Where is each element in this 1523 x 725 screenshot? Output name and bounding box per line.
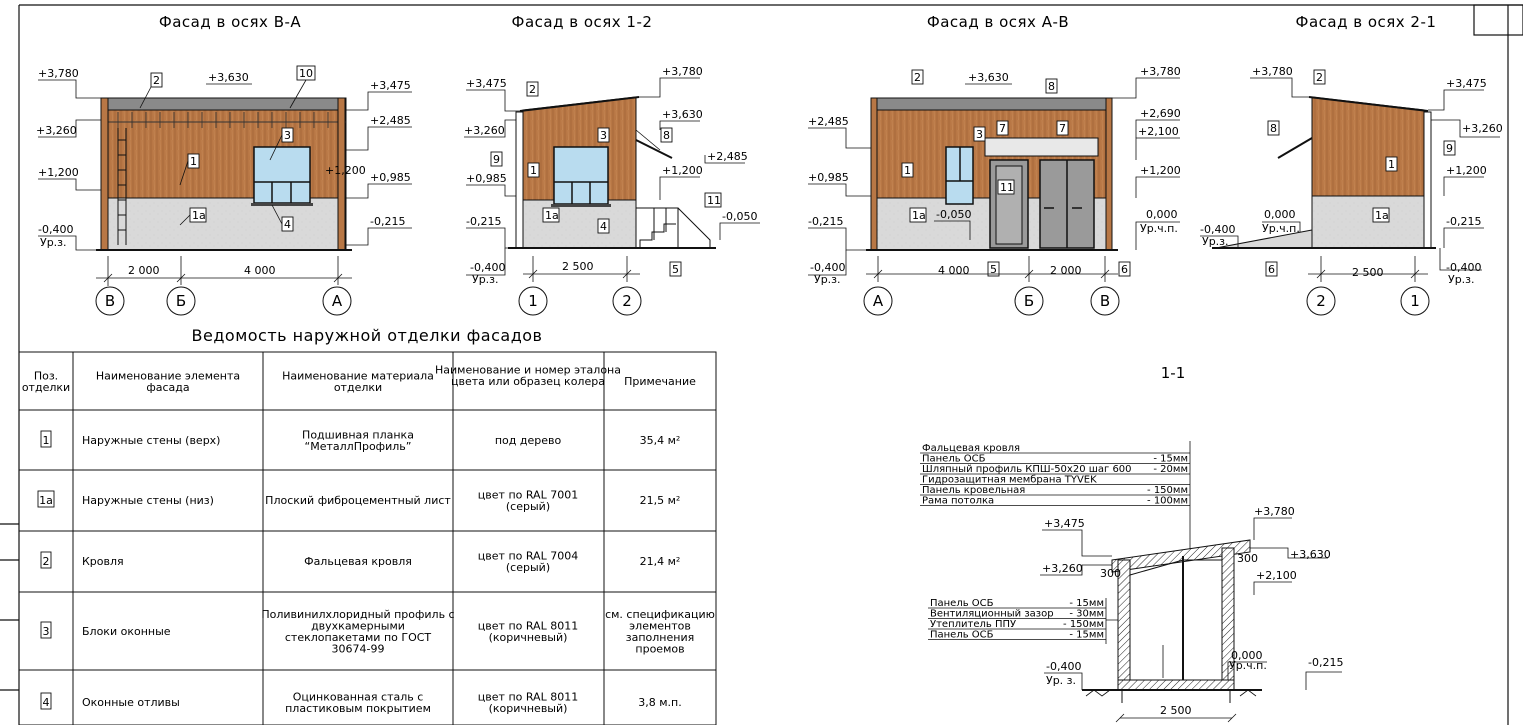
- svg-text:1: 1: [904, 164, 911, 177]
- section-1-1: [920, 364, 1343, 722]
- svg-text:1: 1: [190, 155, 197, 168]
- svg-text:3: 3: [600, 129, 607, 142]
- svg-text:11: 11: [707, 194, 721, 207]
- facade-v-a: [36, 13, 412, 315]
- svg-text:1а: 1а: [912, 209, 926, 222]
- svg-text:9: 9: [493, 153, 500, 166]
- svg-text:Ур. з.: Ур. з.: [1046, 674, 1077, 687]
- svg-text:8: 8: [1270, 122, 1277, 135]
- svg-text:-0,215: -0,215: [1446, 215, 1482, 228]
- svg-text:1: 1: [528, 292, 538, 310]
- svg-text:4 000: 4 000: [938, 264, 970, 277]
- svg-text:Б: Б: [1023, 292, 1035, 310]
- svg-text:-0,215: -0,215: [370, 215, 406, 228]
- table-cell-material: стеклопакетами по ГОСТ: [284, 630, 432, 644]
- svg-text:+3,780: +3,780: [1140, 65, 1181, 78]
- svg-text:Ур.ч.п.: Ур.ч.п.: [1262, 222, 1300, 235]
- facade-title: Фасад в осях 2-1: [1295, 13, 1437, 31]
- svg-text:В: В: [104, 292, 116, 310]
- svg-text:1: 1: [1410, 292, 1420, 310]
- svg-text:+3,780: +3,780: [662, 65, 703, 78]
- svg-text:+0,985: +0,985: [370, 171, 411, 184]
- svg-text:-0,215: -0,215: [1308, 656, 1344, 669]
- svg-text:+0,985: +0,985: [466, 172, 507, 185]
- svg-text:7: 7: [1059, 122, 1066, 135]
- svg-text:Ур.ч.п.: Ур.ч.п.: [1140, 222, 1178, 235]
- svg-text:-0,050: -0,050: [936, 208, 972, 221]
- svg-text:2 000: 2 000: [1050, 264, 1082, 277]
- svg-text:0,000: 0,000: [1264, 208, 1296, 221]
- layer-name: Шляпный профиль КПШ-50х20 шаг 600: [922, 464, 1132, 475]
- svg-text:1: 1: [530, 164, 537, 177]
- table-cell-material: 30674-99: [331, 642, 385, 656]
- svg-text:Ур.з.: Ур.з.: [814, 273, 841, 286]
- svg-text:2 500: 2 500: [1160, 704, 1192, 717]
- svg-text:2: 2: [622, 292, 632, 310]
- table-cell-material: Оцинкованная сталь с: [292, 690, 424, 704]
- svg-text:1а: 1а: [192, 209, 206, 222]
- table-cell-color: (серый): [505, 499, 551, 513]
- table-cell-material: Плоский фиброцементный лист: [265, 494, 451, 507]
- table-cell-color: цвет по RAL 8011: [477, 690, 579, 704]
- svg-text:1а: 1а: [1375, 209, 1389, 222]
- svg-text:-0,400: -0,400: [470, 261, 506, 274]
- svg-text:2: 2: [1316, 292, 1326, 310]
- facade-title: Фасад в осях А-В: [926, 13, 1070, 31]
- table-cell-note: элементов: [629, 619, 691, 633]
- layer-size: - 15мм: [1153, 453, 1188, 465]
- svg-text:Ур.з.: Ур.з.: [40, 236, 67, 249]
- table-cell-note: 21,4 м²: [639, 555, 681, 568]
- svg-text:300: 300: [1100, 567, 1121, 580]
- svg-text:Ур.ч.п.: Ур.ч.п.: [1229, 659, 1267, 672]
- svg-text:9: 9: [1446, 142, 1453, 155]
- table-cell-pos: 1а: [39, 494, 53, 507]
- table-cell-element: Оконные отливы: [82, 696, 180, 709]
- table-cell-note: 21,5 м²: [639, 494, 681, 507]
- layer-name: Фальцевая кровля: [922, 443, 1021, 454]
- table-cell-material: Поливинилхлоридный профиль с: [261, 607, 455, 621]
- svg-text:+1,200: +1,200: [1140, 164, 1181, 177]
- layer-name: Панель ОСБ: [930, 598, 994, 609]
- svg-text:+2,100: +2,100: [1138, 125, 1179, 138]
- layer-name: Вентиляционный зазор: [930, 608, 1054, 620]
- table-cell-element: Кровля: [82, 555, 124, 568]
- svg-text:1а: 1а: [545, 209, 559, 222]
- layer-size: - 150мм: [1063, 619, 1104, 630]
- layer-name: Панель кровельная: [922, 485, 1026, 496]
- table-cell-color: (коричневый): [488, 630, 568, 644]
- svg-text:4: 4: [600, 220, 607, 233]
- svg-text:+3,475: +3,475: [370, 79, 411, 92]
- table-header-5: Примечание: [624, 375, 696, 388]
- layer-size: - 150мм: [1147, 485, 1188, 496]
- table-cell-material: Фальцевая кровля: [304, 555, 412, 568]
- svg-text:-0,400: -0,400: [1446, 261, 1482, 274]
- table-cell-material: пластиковым покрытием: [285, 701, 431, 715]
- svg-text:+3,260: +3,260: [464, 124, 505, 137]
- layer-size: - 15мм: [1069, 629, 1104, 641]
- svg-text:2 500: 2 500: [562, 260, 594, 273]
- section-title: 1-1: [1160, 364, 1186, 382]
- table-header-2: Наименование элемента: [95, 369, 241, 383]
- table-header-3: Наименование материала: [282, 369, 434, 383]
- layer-name: Панель ОСБ: [930, 629, 994, 641]
- svg-text:300: 300: [1237, 552, 1258, 565]
- table-cell-color: (серый): [505, 560, 551, 574]
- svg-text:2: 2: [153, 74, 160, 87]
- svg-text:-0,400: -0,400: [1046, 660, 1082, 673]
- svg-text:8: 8: [663, 129, 670, 142]
- layer-size: - 30мм: [1069, 608, 1104, 620]
- svg-text:+1,200: +1,200: [325, 164, 366, 177]
- table-cell-material: “МеталлПрофиль”: [304, 439, 412, 453]
- table-cell-color: цвет по RAL 7004: [477, 549, 579, 563]
- facade-2-1: [1200, 13, 1503, 315]
- facade-1-2: [464, 13, 760, 315]
- svg-text:-0,050: -0,050: [722, 210, 758, 223]
- svg-text:-0,400: -0,400: [38, 223, 74, 236]
- svg-text:-0,215: -0,215: [466, 215, 502, 228]
- table-cell-color: цвет по RAL 8011: [477, 619, 579, 633]
- table-header-1: отделки: [21, 380, 71, 394]
- svg-text:+3,630: +3,630: [1290, 548, 1331, 561]
- svg-text:10: 10: [299, 67, 313, 80]
- svg-text:1: 1: [1388, 158, 1395, 171]
- layer-name: Рама потолка: [922, 495, 995, 507]
- svg-text:+1,200: +1,200: [1446, 164, 1487, 177]
- finish-schedule-table: [19, 326, 716, 725]
- layer-size: - 100мм: [1147, 495, 1188, 507]
- table-cell-pos: 2: [42, 555, 50, 568]
- svg-text:8: 8: [1048, 80, 1055, 93]
- svg-text:3: 3: [284, 129, 291, 142]
- svg-text:6: 6: [1121, 263, 1128, 276]
- svg-text:В: В: [1099, 292, 1111, 310]
- table-header-3: отделки: [333, 380, 383, 394]
- table-header-4: цвета или образец колера: [451, 375, 605, 388]
- svg-text:+3,630: +3,630: [968, 71, 1009, 84]
- svg-text:Ур.з.: Ур.з.: [1202, 235, 1229, 248]
- svg-text:+2,690: +2,690: [1140, 107, 1181, 120]
- table-cell-element: Наружные стены (низ): [82, 494, 214, 507]
- svg-text:+3,260: +3,260: [1042, 562, 1083, 575]
- svg-text:6: 6: [1268, 263, 1275, 276]
- svg-text:+0,985: +0,985: [808, 171, 849, 184]
- svg-text:-0,400: -0,400: [1200, 223, 1236, 236]
- svg-text:+3,630: +3,630: [208, 71, 249, 84]
- svg-text:+2,485: +2,485: [808, 115, 849, 128]
- svg-text:+3,780: +3,780: [1252, 65, 1293, 78]
- table-title: Ведомость наружной отделки фасадов: [191, 326, 543, 345]
- table-cell-note: проемов: [635, 642, 685, 656]
- svg-text:2 500: 2 500: [1352, 266, 1384, 279]
- svg-text:Ур.з.: Ур.з.: [1448, 273, 1475, 286]
- table-cell-material: двухкамерными: [311, 619, 405, 633]
- svg-text:4 000: 4 000: [244, 264, 276, 277]
- facade-title: Фасад в осях В-А: [158, 13, 302, 31]
- svg-text:+3,475: +3,475: [1044, 517, 1085, 530]
- table-cell-pos: 4: [42, 696, 50, 709]
- svg-text:Ур.з.: Ур.з.: [472, 273, 499, 286]
- table-cell-note: заполнения: [625, 630, 695, 644]
- facade-title: Фасад в осях 1-2: [511, 13, 653, 31]
- svg-text:+1,200: +1,200: [38, 166, 79, 179]
- svg-text:5: 5: [672, 263, 679, 276]
- svg-text:+2,485: +2,485: [370, 114, 411, 127]
- svg-text:3: 3: [976, 128, 983, 141]
- svg-text:+3,475: +3,475: [1446, 77, 1487, 90]
- svg-text:0,000: 0,000: [1231, 649, 1263, 662]
- svg-text:+3,475: +3,475: [466, 77, 507, 90]
- layer-name: Утеплитель ППУ: [930, 619, 1017, 630]
- svg-text:11: 11: [1000, 181, 1014, 194]
- svg-text:+2,100: +2,100: [1256, 569, 1297, 582]
- table-cell-pos: 1: [42, 434, 50, 447]
- svg-text:2 000: 2 000: [128, 264, 160, 277]
- svg-text:0,000: 0,000: [1146, 208, 1178, 221]
- table-header-4: Наименование и номер эталона: [435, 363, 621, 377]
- layer-size: - 20мм: [1153, 464, 1188, 475]
- facade-a-v: [808, 13, 1181, 315]
- svg-text:+3,630: +3,630: [662, 108, 703, 121]
- svg-text:2: 2: [529, 83, 536, 96]
- layer-name: Гидрозащитная мембрана TYVEK: [922, 474, 1097, 486]
- svg-text:+3,260: +3,260: [1462, 122, 1503, 135]
- svg-text:-0,215: -0,215: [808, 215, 844, 228]
- svg-text:А: А: [331, 292, 343, 310]
- svg-text:+1,200: +1,200: [662, 164, 703, 177]
- table-header-1: Поз.: [33, 369, 59, 383]
- svg-text:2: 2: [1316, 71, 1323, 84]
- svg-text:А: А: [872, 292, 884, 310]
- table-cell-color: (коричневый): [488, 701, 568, 715]
- svg-text:7: 7: [999, 122, 1006, 135]
- svg-text:+2,485: +2,485: [707, 150, 748, 163]
- layer-size: - 15мм: [1069, 598, 1104, 609]
- svg-text:Б: Б: [175, 292, 187, 310]
- svg-text:2: 2: [914, 71, 921, 84]
- table-header-2: фасада: [146, 380, 190, 394]
- table-cell-pos: 3: [42, 625, 50, 638]
- svg-text:+3,260: +3,260: [36, 124, 77, 137]
- table-cell-note: см. спецификацию: [605, 607, 715, 621]
- svg-text:-0,400: -0,400: [810, 261, 846, 274]
- table-cell-color: под дерево: [494, 434, 562, 447]
- svg-text:+3,780: +3,780: [1254, 505, 1295, 518]
- table-cell-color: цвет по RAL 7001: [477, 488, 579, 502]
- table-cell-note: 3,8 м.п.: [638, 696, 682, 709]
- table-cell-element: Блоки оконные: [82, 625, 171, 638]
- table-cell-note: 35,4 м²: [639, 434, 681, 447]
- layer-name: Панель ОСБ: [922, 453, 986, 465]
- table-cell-material: Подшивная планка: [302, 428, 414, 442]
- table-cell-element: Наружные стены (верх): [82, 434, 221, 447]
- svg-text:4: 4: [284, 218, 291, 231]
- svg-text:5: 5: [990, 263, 997, 276]
- svg-text:+3,780: +3,780: [38, 67, 79, 80]
